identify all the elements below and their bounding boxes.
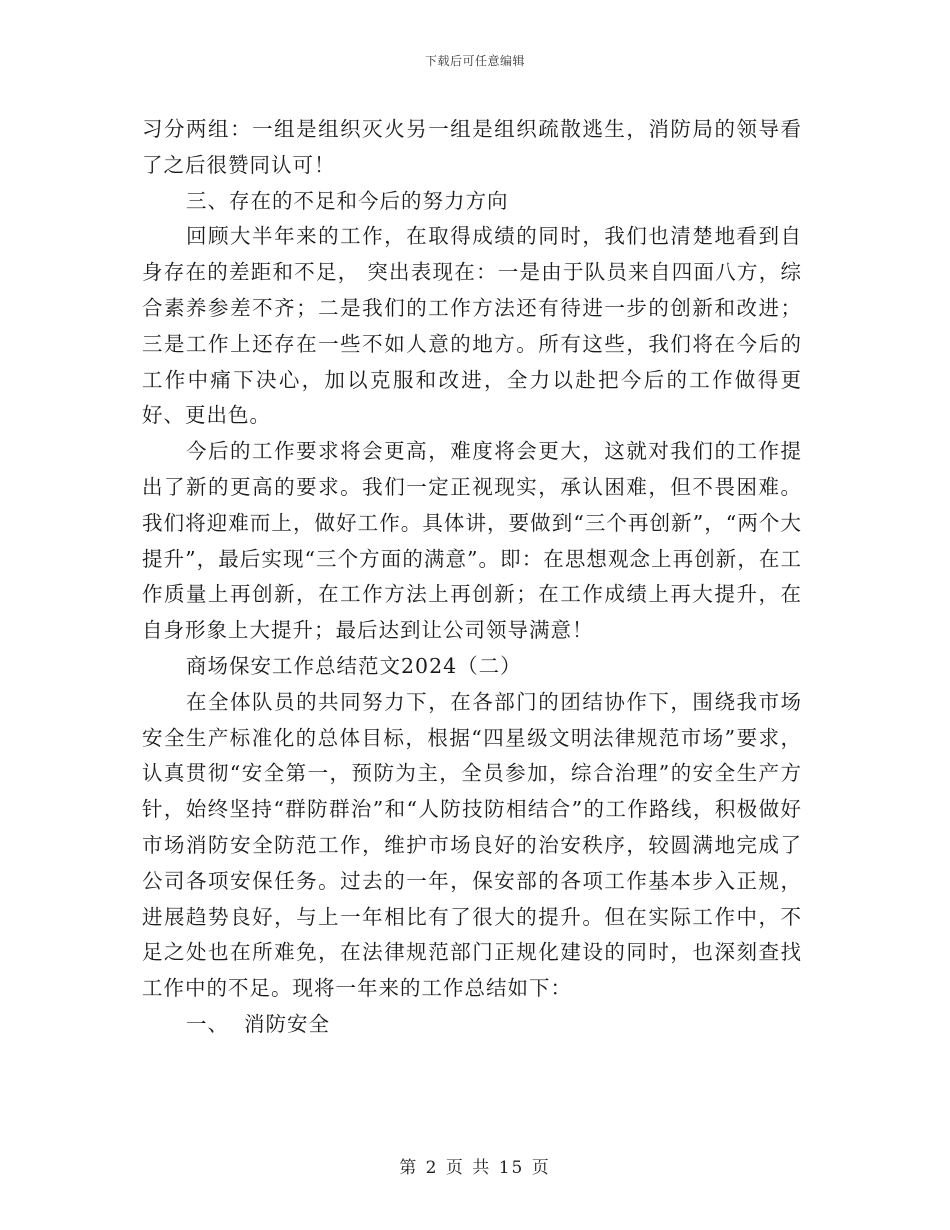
document-body: [142, 112, 802, 1043]
paragraph-review: 回顾大半年来的工作，在取得成绩的同时，我们也清楚地看到自身存在的差距和不足， 突出表现在：一是由于队员来自四面八方，综合素养参差不齐；二是我们的工作方法还有待进一步的创新和改进；三是工作上还存在一些不如人意的地方。所有这些，我们将在今后的工作中痛下决心，加以克服和改进，全力以赴把今后的工作做得更好、更出色。: [142, 224, 802, 428]
section-heading-shortcomings: 三、存在的不足和今后的努力方向: [186, 188, 509, 213]
header-note: 下载后可任意编辑: [424, 54, 525, 68]
paragraph-continuation: 习分两组：一组是组织灭火另一组是组织疏散逃生，消防局的领导看了之后很赞同认可！: [142, 117, 802, 177]
document-subtitle: 商场保安工作总结范文2024（二）: [186, 653, 522, 678]
paragraph-future-requirements: 今后的工作要求将会更高，难度将会更大，这就对我们的工作提出了新的更高的要求。我们一定正视现实，承认困难，但不畏困难。我们将迎难而上，做好工作。具体讲，要做到“三个再创新”，“两个大提升”，最后实现“三个方面的满意”。即：在思想观念上再创新，在工作质量上再创新，在工作方法上再创新；在工作成绩上再大提升，在自身形象上大提升；最后达到让公司领导满意！: [142, 439, 802, 643]
page-number: 第 2 页 共 15 页: [399, 1158, 551, 1178]
paragraph-summary-intro: 在全体队员的共同努力下，在各部门的团结协作下，围绕我市场安全生产标准化的总体目标，根据“四星级文明法律规范市场”要求，认真贯彻“安全第一，预防为主，全员参加，综合治理”的安全生产方针，始终坚持“群防群治”和“人防技防相结合”的工作路线，积极做好市场消防安全防范工作，维护市场良好的治安秩序，较圆满地完成了公司各项安保任务。过去的一年，保安部的各项工作基本步入正规，进展趋势良好，与上一年相比有了很大的提升。但在实际工作中，不足之处也在所难免，在法律规范部门正规化建设的同时，也深刻查找工作中的不足。现将一年来的工作总结如下：: [142, 689, 802, 1001]
section-heading-fire-safety: 一、 消防安全: [186, 1011, 331, 1036]
